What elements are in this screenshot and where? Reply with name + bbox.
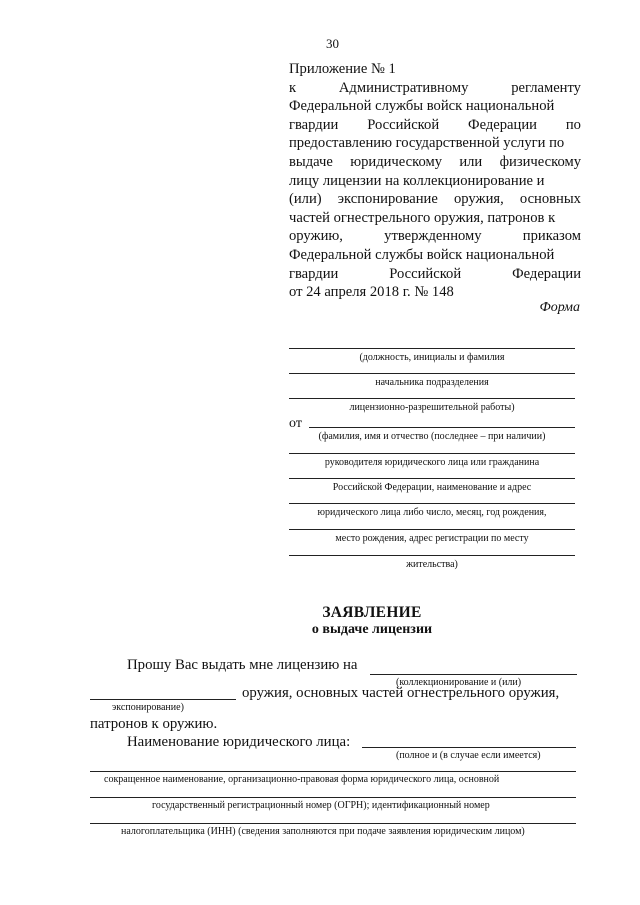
annex-word: от 24 апреля 2018 г. № 148 (289, 284, 454, 301)
annex-word: приказом (522, 228, 581, 245)
addressee-line[interactable] (289, 348, 575, 349)
annex-word: Федеральной службы войск национальной (289, 98, 555, 115)
annex-word: по (565, 116, 581, 133)
from-caption: (фамилия, имя и отчество (последнее – при наличии) (318, 431, 546, 442)
exhibiting-caption: экспонирование) (112, 702, 184, 713)
annex-word: гвардии (289, 116, 339, 133)
from-caption: руководителя юридического лица или гражданина (324, 457, 540, 468)
from-line[interactable] (289, 555, 575, 556)
annex-line (289, 265, 581, 284)
legal-entity-name-field[interactable] (362, 747, 576, 748)
annex-word: оружия, (454, 191, 504, 208)
from-line[interactable] (289, 478, 575, 479)
annex-word: регламенту (511, 79, 581, 96)
annex-line (289, 190, 581, 209)
from-line[interactable] (289, 453, 575, 454)
from-caption: юридического лица либо число, месяц, год рождения, (317, 507, 547, 518)
annex-word: Российской (367, 116, 440, 133)
from-label: от (289, 416, 302, 431)
statement-title: ЗАЯВЛЕНИЕ (322, 604, 422, 621)
annex-word: Российской (389, 265, 462, 282)
weapons-text: оружия, основных частей огнестрельного оружия, (242, 685, 560, 701)
cartridges-text: патронов к оружию. (90, 716, 218, 732)
form-label: Форма (539, 300, 580, 315)
annex-word: гвардии (289, 265, 339, 282)
from-caption: Российской Федерации, наименование и адрес (332, 482, 532, 493)
annex-line (289, 60, 581, 79)
from-line[interactable] (309, 427, 575, 428)
page-number: 30 (326, 36, 339, 51)
addressee-caption: (должность, инициалы и фамилия (359, 352, 505, 363)
annex-line (289, 97, 581, 116)
annex-line (289, 172, 581, 191)
annex-word: частей огнестрельного оружия, патронов к (289, 209, 556, 226)
annex-word: Федерации (512, 265, 581, 282)
legal-entity-label: Наименование юридического лица: (127, 734, 351, 750)
legal-entity-field[interactable] (90, 797, 576, 798)
annex-word: экспонирование (337, 191, 438, 208)
annex-line (289, 153, 581, 172)
from-line[interactable] (289, 529, 575, 530)
annex-word: Административному (338, 79, 469, 96)
from-caption: жительства) (406, 559, 458, 570)
annex-word: лицу лицензии на коллекционирование и (289, 172, 545, 189)
license-type-field[interactable] (370, 674, 577, 675)
license-type-field-continued[interactable] (90, 699, 236, 700)
short-name-caption: сокращенное наименование, организационно-правовая форма юридического лица, основной (104, 774, 500, 785)
annex-block (289, 60, 581, 302)
addressee-line[interactable] (289, 398, 575, 399)
annex-word: (или) (289, 191, 322, 208)
annex-word: физическому (499, 153, 581, 170)
annex-line (289, 209, 581, 228)
from-caption: место рождения, адрес регистрации по месту (335, 533, 529, 544)
annex-word: оружию, (289, 228, 343, 245)
license-type-caption: (коллекционирование и (или) (396, 677, 522, 688)
legal-entity-field[interactable] (90, 823, 576, 824)
legal-entity-field[interactable] (90, 771, 576, 772)
addressee-caption: лицензионно-разрешительной работы) (349, 402, 515, 413)
addressee-caption: начальника подразделения (375, 377, 489, 388)
addressee-line[interactable] (289, 373, 575, 374)
annex-word: или (459, 153, 483, 170)
full-name-caption: (полное и (в случае если имеется) (396, 750, 541, 761)
annex-word: выдаче (289, 153, 333, 170)
annex-word: Федеральной службы войск национальной (289, 246, 555, 263)
annex-line (289, 283, 581, 302)
annex-word: утвержденному (384, 228, 482, 245)
annex-line (289, 134, 581, 153)
annex-line (289, 227, 581, 246)
inn-caption: налогоплательщика (ИНН) (сведения заполняются при подаче заявления юридическим лицом) (121, 826, 525, 837)
annex-line (289, 246, 581, 265)
annex-word: юридическому (350, 153, 442, 170)
annex-line (289, 79, 581, 98)
annex-word: предоставлению государственной услуги по (289, 135, 565, 152)
annex-word: Федерации (468, 116, 537, 133)
annex-line (289, 116, 581, 135)
ogrn-caption: государственный регистрационный номер (ОГРН); идентификационный номер (152, 800, 490, 811)
annex-word: к (289, 79, 297, 96)
request-text: Прошу Вас выдать мне лицензию на (127, 657, 358, 673)
annex-word: Приложение № 1 (289, 61, 396, 77)
annex-word: основных (519, 191, 581, 208)
from-line[interactable] (289, 503, 575, 504)
statement-subtitle: о выдаче лицензии (311, 622, 433, 637)
